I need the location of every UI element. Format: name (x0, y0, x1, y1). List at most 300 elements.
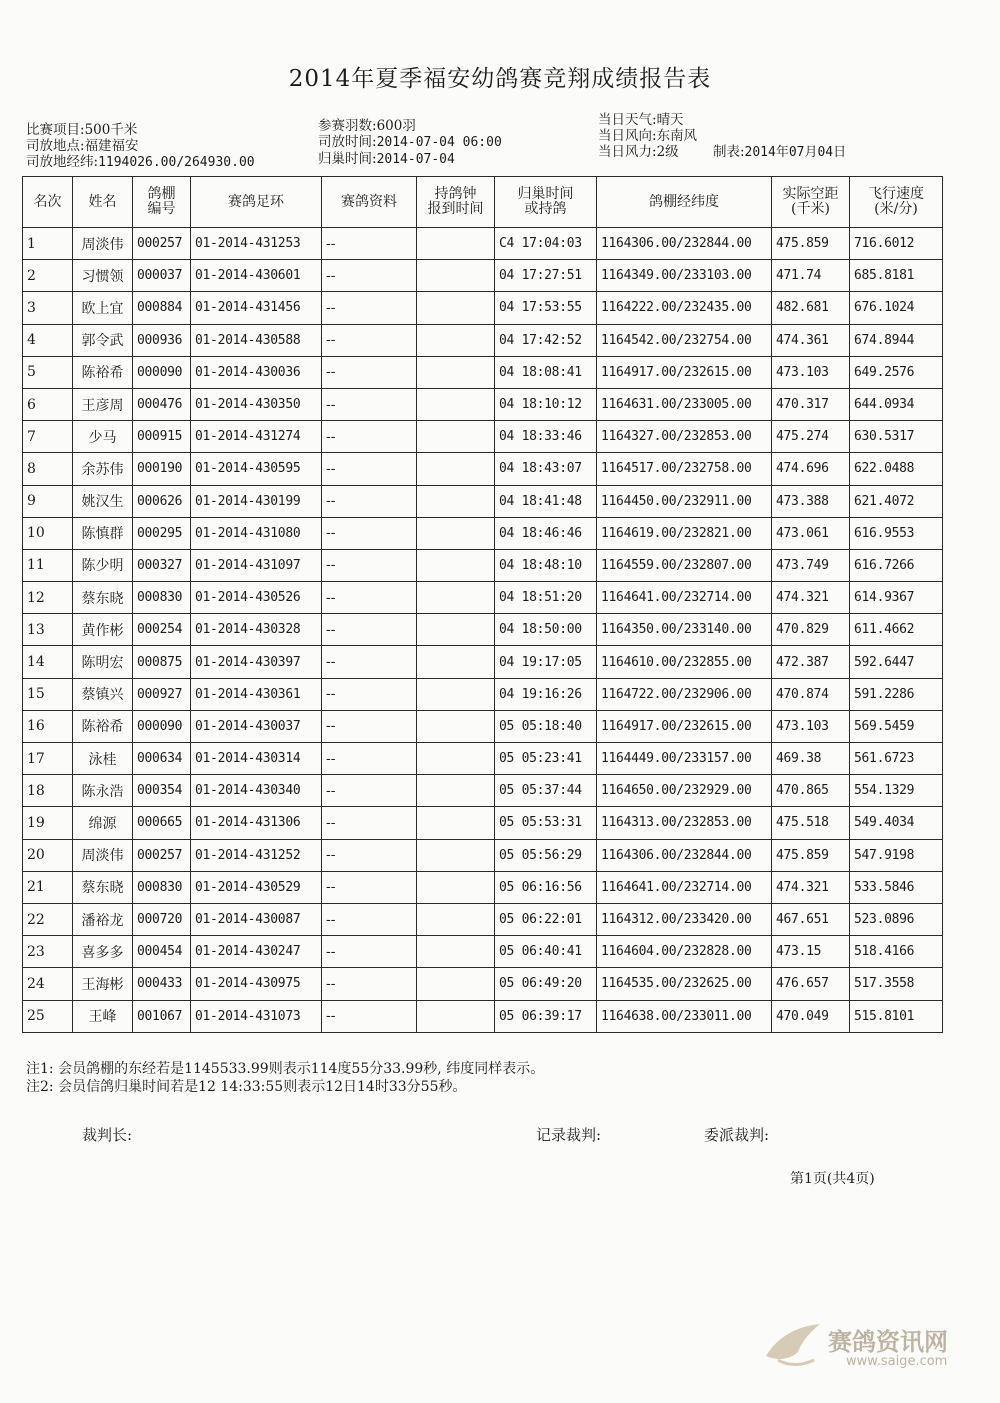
cell-ring: 01-2014-431080 (191, 517, 322, 549)
cell-loft: 000327 (133, 549, 191, 581)
cell-rank: 11 (23, 549, 73, 581)
cell-name: 绵源 (73, 807, 133, 839)
cell-loft: 000433 (133, 968, 191, 1000)
cell-speed: 630.5317 (850, 421, 943, 453)
sig-recorder: 记录裁判: (536, 1126, 602, 1144)
cell-arrive: 05 06:49:20 (495, 968, 597, 1000)
header-clock: 持鸽钟 报到时间 (417, 177, 495, 228)
info-right (598, 112, 846, 161)
cell-speed: 547.9198 (850, 839, 943, 871)
cell-arrive: 04 18:33:46 (495, 421, 597, 453)
table-row (23, 839, 943, 871)
cell-coords: 1164650.00/232929.00 (597, 775, 772, 807)
cell-clock (417, 839, 495, 871)
cell-rank: 9 (23, 485, 73, 517)
cell-speed: 517.3558 (850, 968, 943, 1000)
cell-arrive: 04 17:27:51 (495, 260, 597, 292)
cell-clock (417, 646, 495, 678)
cell-info: -- (322, 903, 417, 935)
cell-coords: 1164542.00/232754.00 (597, 324, 772, 356)
cell-distance: 469.38 (772, 743, 850, 775)
cell-clock (417, 807, 495, 839)
sig-chief: 裁判长: (82, 1126, 133, 1144)
cell-loft: 000454 (133, 936, 191, 968)
cell-distance: 473.15 (772, 936, 850, 968)
cell-info: -- (322, 485, 417, 517)
cell-distance: 475.859 (772, 839, 850, 871)
cell-coords: 1164517.00/232758.00 (597, 453, 772, 485)
cell-clock (417, 968, 495, 1000)
cell-clock (417, 228, 495, 260)
table-row (23, 968, 943, 1000)
cell-ring: 01-2014-430087 (191, 903, 322, 935)
cell-speed: 621.4072 (850, 485, 943, 517)
header-distance: 实际空距 (千米) (772, 177, 850, 228)
table-row (23, 324, 943, 356)
cell-ring: 01-2014-430340 (191, 775, 322, 807)
cell-speed: 518.4166 (850, 936, 943, 968)
cell-speed: 549.4034 (850, 807, 943, 839)
cell-rank: 22 (23, 903, 73, 935)
cell-coords: 1164450.00/232911.00 (597, 485, 772, 517)
cell-clock (417, 549, 495, 581)
cell-rank: 5 (23, 356, 73, 388)
cell-clock (417, 517, 495, 549)
cell-arrive: 04 18:41:48 (495, 485, 597, 517)
table-row (23, 549, 943, 581)
cell-name: 陈永浩 (73, 775, 133, 807)
page-indicator: 第1页(共4页) (790, 1171, 875, 1187)
cell-loft: 000915 (133, 421, 191, 453)
cell-arrive: 05 05:37:44 (495, 775, 597, 807)
cell-clock (417, 871, 495, 903)
cell-info: -- (322, 614, 417, 646)
cell-coords: 1164638.00/233011.00 (597, 1000, 772, 1032)
cell-distance: 473.103 (772, 710, 850, 742)
cell-loft: 000720 (133, 903, 191, 935)
cell-speed: 649.2576 (850, 356, 943, 388)
cell-ring: 01-2014-431252 (191, 839, 322, 871)
table-row (23, 582, 943, 614)
cell-ring: 01-2014-431306 (191, 807, 322, 839)
cell-coords: 1164306.00/232844.00 (597, 228, 772, 260)
page-title: 2014年夏季福安幼鸽赛竞翔成绩报告表 (288, 66, 712, 92)
pigeon-logo-icon (758, 1316, 828, 1376)
cell-rank: 12 (23, 582, 73, 614)
cell-distance: 473.061 (772, 517, 850, 549)
table-row (23, 260, 943, 292)
cell-info: -- (322, 839, 417, 871)
table-row (23, 485, 943, 517)
cell-speed: 523.0896 (850, 903, 943, 935)
cell-coords: 1164722.00/232906.00 (597, 678, 772, 710)
cell-speed: 685.8181 (850, 260, 943, 292)
cell-speed: 674.8944 (850, 324, 943, 356)
cell-arrive: 04 17:42:52 (495, 324, 597, 356)
watermark (758, 1316, 968, 1376)
cell-loft: 000257 (133, 839, 191, 871)
cell-arrive: 04 18:46:46 (495, 517, 597, 549)
cell-rank: 20 (23, 839, 73, 871)
cell-coords: 1164327.00/232853.00 (597, 421, 772, 453)
cell-arrive: C4 17:04:03 (495, 228, 597, 260)
cell-coords: 1164313.00/232853.00 (597, 807, 772, 839)
cell-clock (417, 421, 495, 453)
cell-rank: 13 (23, 614, 73, 646)
cell-info: -- (322, 228, 417, 260)
cell-info: -- (322, 775, 417, 807)
cell-info: -- (322, 743, 417, 775)
cell-info: -- (322, 356, 417, 388)
cell-distance: 472.387 (772, 646, 850, 678)
cell-arrive: 04 18:48:10 (495, 549, 597, 581)
cell-arrive: 05 06:22:01 (495, 903, 597, 935)
cell-loft: 000884 (133, 292, 191, 324)
cell-speed: 622.0488 (850, 453, 943, 485)
cell-rank: 10 (23, 517, 73, 549)
cell-rank: 18 (23, 775, 73, 807)
cell-clock (417, 292, 495, 324)
cell-ring: 01-2014-430601 (191, 260, 322, 292)
cell-clock (417, 743, 495, 775)
table-row (23, 292, 943, 324)
cell-coords: 1164535.00/232625.00 (597, 968, 772, 1000)
info-entries: 参赛羽数:600羽 (318, 118, 416, 134)
cell-coords: 1164917.00/232615.00 (597, 356, 772, 388)
cell-clock (417, 678, 495, 710)
cell-info: -- (322, 871, 417, 903)
cell-name: 潘裕龙 (73, 903, 133, 935)
table-row (23, 228, 943, 260)
cell-info: -- (322, 1000, 417, 1032)
cell-speed: 561.6723 (850, 743, 943, 775)
cell-info: -- (322, 968, 417, 1000)
cell-speed: 569.5459 (850, 710, 943, 742)
cell-loft: 000830 (133, 582, 191, 614)
cell-coords: 1164559.00/232807.00 (597, 549, 772, 581)
info-wind-force: 当日风力:2级 制表:2014年07月04日 (598, 144, 847, 160)
cell-ring: 01-2014-430350 (191, 388, 322, 420)
cell-distance: 470.865 (772, 775, 850, 807)
table-row (23, 710, 943, 742)
cell-rank: 14 (23, 646, 73, 678)
cell-ring: 01-2014-430328 (191, 614, 322, 646)
cell-arrive: 05 06:39:17 (495, 1000, 597, 1032)
cell-speed: 616.7266 (850, 549, 943, 581)
table-row (23, 453, 943, 485)
cell-arrive: 04 18:51:20 (495, 582, 597, 614)
table-row (23, 678, 943, 710)
cell-loft: 000830 (133, 871, 191, 903)
cell-ring: 01-2014-430314 (191, 743, 322, 775)
cell-name: 习惯领 (73, 260, 133, 292)
cell-rank: 25 (23, 1000, 73, 1032)
cell-arrive: 05 05:53:31 (495, 807, 597, 839)
cell-clock (417, 453, 495, 485)
cell-loft: 000936 (133, 324, 191, 356)
cell-ring: 01-2014-431456 (191, 292, 322, 324)
cell-speed: 644.0934 (850, 388, 943, 420)
table-row (23, 807, 943, 839)
cell-coords: 1164917.00/232615.00 (597, 710, 772, 742)
info-release-coords: 司放地经纬:1194026.00/264930.00 (26, 154, 255, 170)
cell-ring: 01-2014-431097 (191, 549, 322, 581)
cell-clock (417, 903, 495, 935)
info-weather: 当日天气:晴天 (598, 112, 684, 128)
table-row (23, 517, 943, 549)
cell-name: 陈裕希 (73, 710, 133, 742)
cell-name: 郭令武 (73, 324, 133, 356)
cell-distance: 470.049 (772, 1000, 850, 1032)
cell-ring: 01-2014-430037 (191, 710, 322, 742)
cell-name: 陈明宏 (73, 646, 133, 678)
cell-clock (417, 775, 495, 807)
cell-arrive: 05 05:56:29 (495, 839, 597, 871)
cell-info: -- (322, 517, 417, 549)
cell-distance: 475.859 (772, 228, 850, 260)
cell-ring: 01-2014-430397 (191, 646, 322, 678)
cell-info: -- (322, 807, 417, 839)
cell-arrive: 05 05:18:40 (495, 710, 597, 742)
table-row (23, 421, 943, 453)
info-made: 制表: (712, 144, 745, 160)
cell-speed: 611.4662 (850, 614, 943, 646)
cell-name: 蔡东晓 (73, 582, 133, 614)
cell-rank: 23 (23, 936, 73, 968)
cell-coords: 1164350.00/233140.00 (597, 614, 772, 646)
table-row (23, 356, 943, 388)
cell-name: 姚汉生 (73, 485, 133, 517)
cell-distance: 474.321 (772, 582, 850, 614)
cell-coords: 1164619.00/232821.00 (597, 517, 772, 549)
cell-coords: 1164631.00/233005.00 (597, 388, 772, 420)
cell-speed: 554.1329 (850, 775, 943, 807)
cell-speed: 592.6447 (850, 646, 943, 678)
table-row (23, 388, 943, 420)
cell-arrive: 04 18:10:12 (495, 388, 597, 420)
cell-rank: 21 (23, 871, 73, 903)
cell-name: 陈慎群 (73, 517, 133, 549)
cell-arrive: 04 19:16:26 (495, 678, 597, 710)
header-arrive: 归巢时间 或持鸽 (495, 177, 597, 228)
cell-arrive: 04 17:53:55 (495, 292, 597, 324)
cell-name: 蔡东晓 (73, 871, 133, 903)
cell-ring: 01-2014-431253 (191, 228, 322, 260)
cell-rank: 6 (23, 388, 73, 420)
cell-distance: 470.317 (772, 388, 850, 420)
table-row (23, 903, 943, 935)
info-release-time: 司放时间:2014-07-04 06:00 (318, 134, 502, 150)
cell-clock (417, 356, 495, 388)
cell-info: -- (322, 388, 417, 420)
cell-rank: 16 (23, 710, 73, 742)
cell-rank: 17 (23, 743, 73, 775)
cell-clock (417, 260, 495, 292)
cell-info: -- (322, 646, 417, 678)
cell-arrive: 04 18:08:41 (495, 356, 597, 388)
cell-arrive: 05 05:23:41 (495, 743, 597, 775)
cell-info: -- (322, 582, 417, 614)
cell-speed: 614.9367 (850, 582, 943, 614)
table-row (23, 936, 943, 968)
cell-speed: 591.2286 (850, 678, 943, 710)
table-row (23, 614, 943, 646)
cell-info: -- (322, 710, 417, 742)
cell-coords: 1164306.00/232844.00 (597, 839, 772, 871)
cell-arrive: 05 06:40:41 (495, 936, 597, 968)
cell-coords: 1164349.00/233103.00 (597, 260, 772, 292)
cell-distance: 475.274 (772, 421, 850, 453)
cell-loft: 000634 (133, 743, 191, 775)
cell-clock (417, 582, 495, 614)
cell-clock (417, 710, 495, 742)
cell-distance: 474.696 (772, 453, 850, 485)
cell-arrive: 04 19:17:05 (495, 646, 597, 678)
cell-ring: 01-2014-430595 (191, 453, 322, 485)
cell-info: -- (322, 678, 417, 710)
header-info: 赛鸽资料 (322, 177, 417, 228)
cell-name: 周淡伟 (73, 839, 133, 871)
cell-ring: 01-2014-430361 (191, 678, 322, 710)
cell-arrive: 04 18:50:00 (495, 614, 597, 646)
cell-rank: 19 (23, 807, 73, 839)
cell-coords: 1164222.00/232435.00 (597, 292, 772, 324)
cell-name: 蔡镇兴 (73, 678, 133, 710)
table-row (23, 743, 943, 775)
header-loft: 鸽棚 编号 (133, 177, 191, 228)
cell-speed: 616.9553 (850, 517, 943, 549)
cell-info: -- (322, 324, 417, 356)
cell-name: 少马 (73, 421, 133, 453)
sig-appointed: 委派裁判: (704, 1126, 770, 1144)
cell-loft: 000626 (133, 485, 191, 517)
cell-distance: 471.74 (772, 260, 850, 292)
cell-distance: 475.518 (772, 807, 850, 839)
cell-name: 陈少明 (73, 549, 133, 581)
cell-coords: 1164641.00/232714.00 (597, 871, 772, 903)
cell-ring: 01-2014-430975 (191, 968, 322, 1000)
header-ring: 赛鸽足环 (191, 177, 322, 228)
table-header-row (23, 177, 943, 228)
cell-clock (417, 614, 495, 646)
note-2: 注2: 会员信鸽归巢时间若是12 14:33:55则表示12日14时33分55秒。 (26, 1079, 467, 1095)
cell-distance: 473.749 (772, 549, 850, 581)
cell-loft: 001067 (133, 1000, 191, 1032)
cell-info: -- (322, 453, 417, 485)
table-row (23, 1000, 943, 1032)
info-event: 比赛项目:500千米 (26, 122, 138, 138)
cell-coords: 1164610.00/232855.00 (597, 646, 772, 678)
cell-rank: 3 (23, 292, 73, 324)
cell-distance: 473.103 (772, 356, 850, 388)
watermark-name: 赛鸽资讯网 (828, 1328, 948, 1356)
header-coords: 鸽棚经纬度 (597, 177, 772, 228)
cell-loft: 000190 (133, 453, 191, 485)
cell-ring: 01-2014-430036 (191, 356, 322, 388)
cell-loft: 000476 (133, 388, 191, 420)
cell-rank: 1 (23, 228, 73, 260)
cell-coords: 1164641.00/232714.00 (597, 582, 772, 614)
cell-rank: 24 (23, 968, 73, 1000)
cell-coords: 1164449.00/233157.00 (597, 743, 772, 775)
cell-loft: 000254 (133, 614, 191, 646)
cell-distance: 474.361 (772, 324, 850, 356)
table-row (23, 871, 943, 903)
cell-info: -- (322, 260, 417, 292)
cell-clock (417, 388, 495, 420)
cell-distance: 474.321 (772, 871, 850, 903)
cell-clock (417, 1000, 495, 1032)
header-speed: 飞行速度 (米/分) (850, 177, 943, 228)
cell-ring: 01-2014-430247 (191, 936, 322, 968)
cell-info: -- (322, 549, 417, 581)
cell-distance: 482.681 (772, 292, 850, 324)
cell-speed: 533.5846 (850, 871, 943, 903)
cell-distance: 467.651 (772, 903, 850, 935)
cell-ring: 01-2014-430529 (191, 871, 322, 903)
cell-loft: 000354 (133, 775, 191, 807)
cell-loft: 000295 (133, 517, 191, 549)
cell-speed: 676.1024 (850, 292, 943, 324)
cell-speed: 716.6012 (850, 228, 943, 260)
cell-distance: 470.829 (772, 614, 850, 646)
cell-arrive: 05 06:16:56 (495, 871, 597, 903)
cell-ring: 01-2014-430526 (191, 582, 322, 614)
cell-arrive: 04 18:43:07 (495, 453, 597, 485)
cell-loft: 000257 (133, 228, 191, 260)
cell-name: 陈裕希 (73, 356, 133, 388)
cell-rank: 8 (23, 453, 73, 485)
cell-loft: 000927 (133, 678, 191, 710)
watermark-url: www.saige.com (846, 1354, 948, 1369)
info-left (26, 122, 255, 171)
table-body (23, 228, 943, 1033)
header-name: 姓名 (73, 177, 133, 228)
cell-info: -- (322, 936, 417, 968)
cell-name: 泳桂 (73, 743, 133, 775)
cell-clock (417, 485, 495, 517)
cell-loft: 000090 (133, 710, 191, 742)
cell-speed: 515.8101 (850, 1000, 943, 1032)
cell-ring: 01-2014-431073 (191, 1000, 322, 1032)
cell-name: 余苏伟 (73, 453, 133, 485)
table-row (23, 646, 943, 678)
cell-name: 欧上宜 (73, 292, 133, 324)
table-row (23, 775, 943, 807)
note-1: 注1: 会员鸽棚的东经若是1145533.99则表示114度55分33.99秒, 纬度同样表示。 (26, 1061, 545, 1077)
cell-clock (417, 936, 495, 968)
cell-name: 王彦周 (73, 388, 133, 420)
cell-coords: 1164604.00/232828.00 (597, 936, 772, 968)
cell-name: 黄作彬 (73, 614, 133, 646)
cell-info: -- (322, 292, 417, 324)
cell-clock (417, 324, 495, 356)
cell-distance: 473.388 (772, 485, 850, 517)
cell-info: -- (322, 421, 417, 453)
info-release-place: 司放地点:福建福安 (26, 138, 139, 154)
cell-loft: 000090 (133, 356, 191, 388)
header-rank: 名次 (23, 177, 73, 228)
cell-name: 周淡伟 (73, 228, 133, 260)
cell-rank: 4 (23, 324, 73, 356)
cell-name: 喜多多 (73, 936, 133, 968)
cell-distance: 476.657 (772, 968, 850, 1000)
cell-loft: 000875 (133, 646, 191, 678)
cell-loft: 000037 (133, 260, 191, 292)
cell-coords: 1164312.00/233420.00 (597, 903, 772, 935)
cell-loft: 000665 (133, 807, 191, 839)
results-table (22, 176, 943, 1033)
